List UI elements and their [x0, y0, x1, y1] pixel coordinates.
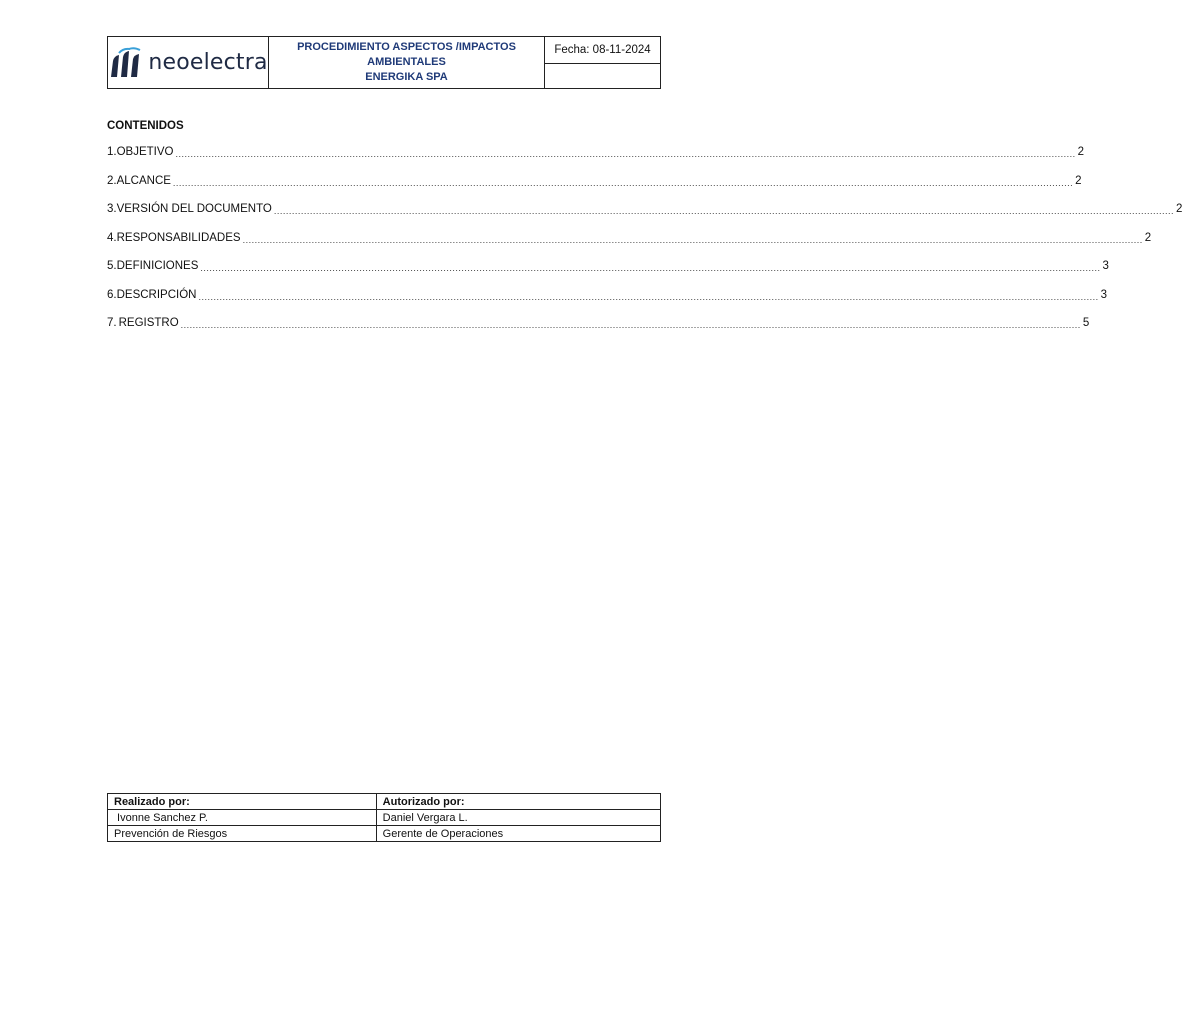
- table-of-contents: [107, 146, 1182, 346]
- title-line-2: AMBIENTALES: [367, 56, 446, 68]
- toc-entry-page: 3: [1102, 260, 1109, 272]
- header-meta: [545, 37, 660, 88]
- made-by-role: Prevención de Riesgos: [108, 826, 377, 842]
- toc-leader-dots: ............................................................................................................................................................................................................................................................................................................: [180, 320, 1081, 330]
- signature-table: [107, 793, 661, 842]
- toc-entry-page: 2: [1075, 174, 1082, 187]
- toc-entry-page: 2: [1144, 231, 1152, 244]
- toc-entry-number: 1.: [107, 146, 117, 158]
- toc-entry-label: VERSIÓN DEL DOCUMENTO: [116, 203, 272, 215]
- toc-leader-dots: ............................................................................................................................................................................................................................................................................................................: [198, 291, 1099, 302]
- toc-leader-dots: ............................................................................................................................................................................................................................................................................................................: [273, 206, 1175, 216]
- toc-heading: CONTENIDOS: [107, 120, 184, 132]
- toc-entry[interactable]: [107, 203, 1182, 232]
- made-by-label: Realizado por:: [108, 794, 377, 810]
- toc-entry[interactable]: [107, 317, 1090, 346]
- toc-leader-dots: ............................................................................................................................................................................................................................................................................................................: [175, 149, 1076, 159]
- neoelectra-logo-icon: [108, 47, 142, 79]
- toc-entry-label: DESCRIPCIÓN: [116, 288, 197, 301]
- toc-entry-label: ALCANCE: [116, 174, 171, 187]
- toc-entry[interactable]: [107, 174, 1082, 204]
- signature-role-row: [108, 826, 661, 842]
- toc-entry-page: 3: [1100, 288, 1108, 301]
- signature-header-row: [108, 794, 661, 810]
- title-line-1: PROCEDIMIENTO ASPECTOS /IMPACTOS: [297, 41, 516, 53]
- toc-entry-number: 6.: [107, 288, 117, 301]
- company-logo: [108, 37, 269, 88]
- toc-entry-page: 5: [1082, 317, 1090, 329]
- toc-entry-number: 3.: [107, 203, 117, 215]
- toc-entry-label: OBJETIVO: [116, 146, 174, 158]
- toc-entry[interactable]: [107, 288, 1108, 318]
- toc-entry-page: 2: [1176, 203, 1182, 215]
- toc-entry-label: RESPONSABILIDADES: [116, 231, 241, 244]
- toc-entry[interactable]: [107, 146, 1085, 175]
- toc-entry[interactable]: [107, 231, 1152, 261]
- signature-name-row: [108, 810, 661, 826]
- toc-entry-number: 4.: [107, 231, 117, 244]
- toc-entry-number: 5.: [107, 260, 117, 272]
- made-by-name: Ivonne Sanchez P.: [108, 810, 377, 826]
- toc-entry-number: 2.: [107, 174, 117, 187]
- toc-entry-page: 2: [1077, 146, 1085, 158]
- toc-leader-dots: ............................................................................................................................................................................................................................................................................................................: [172, 177, 1074, 188]
- document-date: Fecha: 08-11-2024: [545, 37, 660, 64]
- toc-entry-label: DEFINICIONES: [116, 260, 199, 272]
- document-header: [107, 36, 661, 89]
- toc-leader-dots: ............................................................................................................................................................................................................................................................................................................: [242, 234, 1143, 245]
- authorized-by-role: Gerente de Operaciones: [376, 826, 660, 842]
- authorized-by-label: Autorizado por:: [376, 794, 660, 810]
- document-title: [269, 37, 545, 88]
- toc-leader-dots: ............................................................................................................................................................................................................................................................................................................: [200, 263, 1101, 273]
- logo-text: neoelectra: [148, 50, 268, 75]
- toc-entry-number: 7.: [107, 317, 117, 329]
- header-blank-cell: [545, 64, 660, 88]
- toc-entry-label: REGISTRO: [118, 317, 179, 329]
- toc-entry[interactable]: [107, 260, 1109, 289]
- authorized-by-name: Daniel Vergara L.: [376, 810, 660, 826]
- title-line-3: ENERGIKA SPA: [365, 71, 448, 83]
